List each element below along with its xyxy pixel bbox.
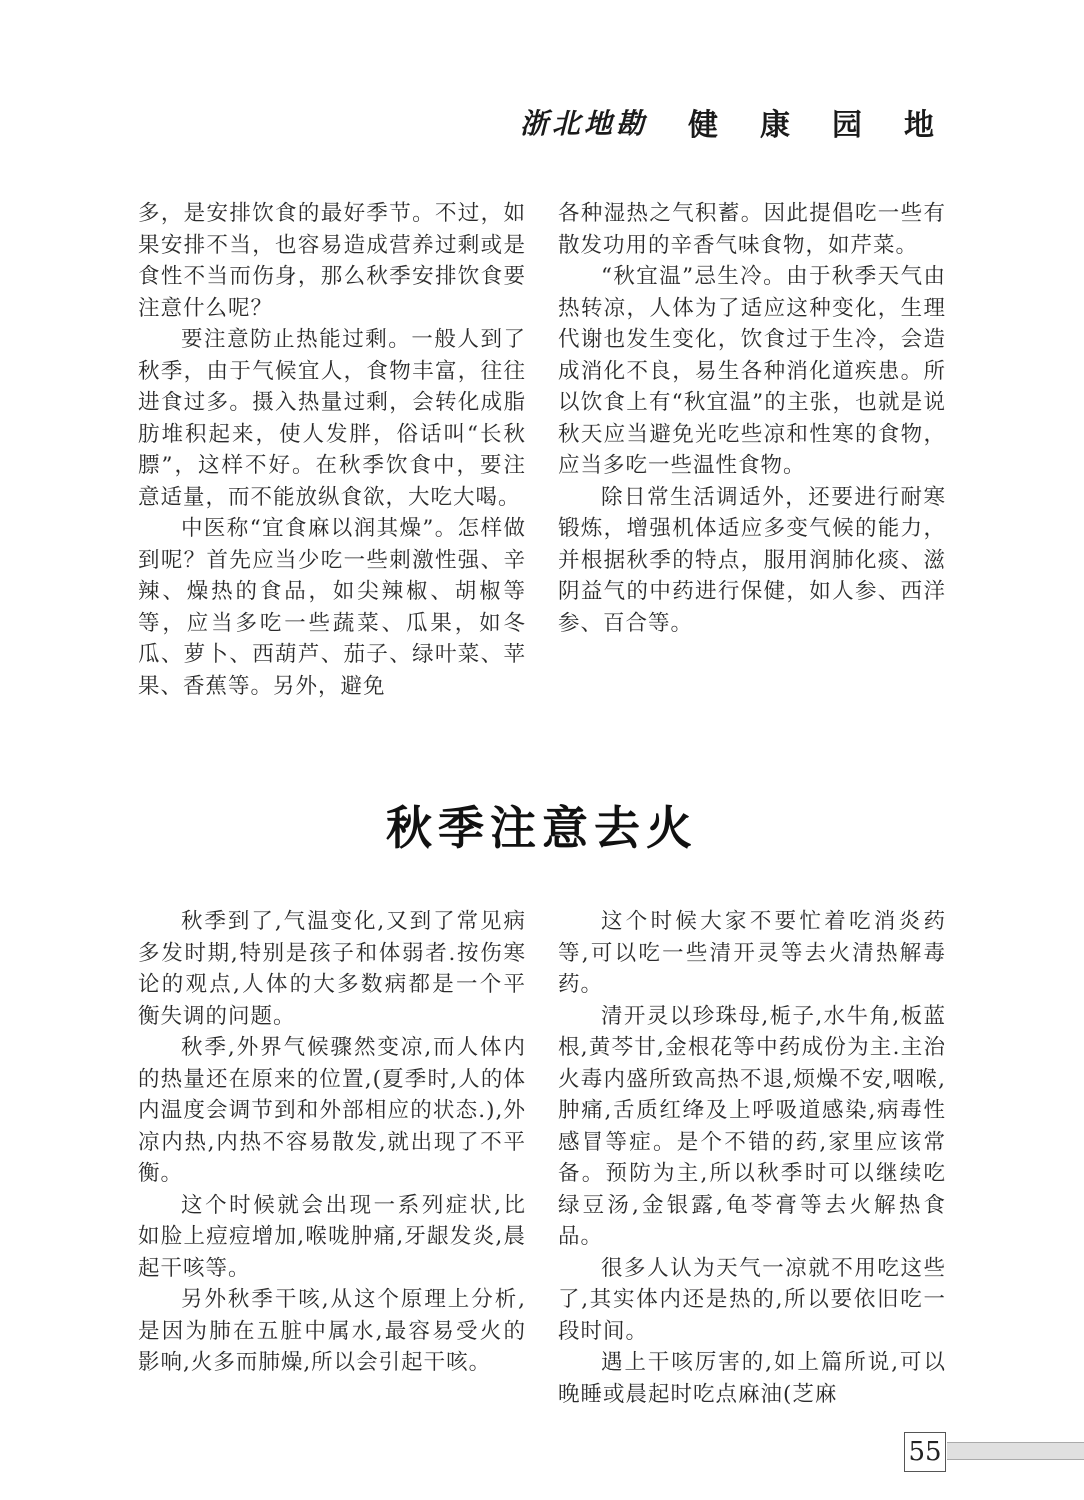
paragraph: 除日常生活调适外，还要进行耐寒锻炼，增强机体适应多变气候的能力，并根据秋季的特点，服用润肺化痰、滋阴益气的中药进行保健，如人参、西洋参、百合等。 <box>558 484 946 636</box>
column-char: 园 <box>832 108 862 143</box>
paragraph: 这个时候大家不要忙着吃消炎药等,可以吃一些清开灵等去火清热解毒药。 <box>558 909 946 997</box>
article1-left-column <box>138 198 526 702</box>
page-number-bar <box>947 1442 1084 1460</box>
paragraph: “秋宜温”忌生冷。由于秋季天气由热转凉，人体为了适应这种变化，生理代谢也发生变化，饮食过于生冷，会造成消化不良，易生各种消化道疾患。所以饮食上有“秋宜温”的主张，也就是说秋天应当避免光吃些凉和性寒的食物，应当多吃一些温性食物。 <box>558 264 946 478</box>
article2-right-column <box>558 906 946 1410</box>
paragraph: 秋季,外界气候骤然变凉,而人体内的热量还在原来的位置,(夏季时,人的体内温度会调节到和外部相应的状态.),外凉内热,内热不容易散发,就出现了不平衡。 <box>138 1035 526 1186</box>
article1-right-column <box>558 198 946 639</box>
paragraph: 很多人认为天气一凉就不用吃这些了,其实体内还是热的,所以要依旧吃一段时间。 <box>558 1255 946 1344</box>
paragraph: 遇上干咳厉害的,如上篇所说,可以晚睡或晨起时吃点麻油(芝麻 <box>558 1350 946 1407</box>
paragraph: 清开灵以珍珠母,栀子,水牛角,板蓝根,黄芩甘,金根花等中药成份为主.主治火毒内盛所致高热不退,烦燥不安,咽喉,肿痛,舌质红绛及上呼吸道感染,病毒性感冒等症。是个不错的药,家里应该常备。预防为主,所以秋季时可以继续吃绿豆汤,金银露,龟苓膏等去火解热食品。 <box>558 1003 946 1249</box>
paragraph: 这个时候就会出现一系列症状,比如脸上痘痘增加,喉咙肿痛,牙龈发炎,晨起干咳等。 <box>138 1192 526 1281</box>
column-char: 地 <box>904 108 934 143</box>
article-title: 秋季注意去火 <box>386 801 698 855</box>
paragraph: 多，是安排饮食的最好季节。不过，如果安排不当，也容易造成营养过剩或是食性不当而伤身，那么秋季安排饮食要注意什么呢？ <box>138 201 526 321</box>
page-number <box>904 1432 946 1472</box>
paragraph: 秋季到了,气温变化,又到了常见病多发时期,特别是孩子和体弱者.按伤寒论的观点,人体的大多数病都是一个平衡失调的问题。 <box>138 909 526 1029</box>
page-number-text: 55 <box>908 1437 942 1467</box>
page-header <box>520 100 934 144</box>
paragraph: 另外秋季干咳,从这个原理上分析,是因为肺在五脏中属水,最容易受火的影响,火多而肺燥,所以会引起干咳。 <box>138 1287 526 1375</box>
column-char: 康 <box>760 108 790 143</box>
column-char: 健 <box>688 108 718 143</box>
column-name <box>688 100 934 144</box>
paragraph: 各种湿热之气积蓄。因此提倡吃一些有散发功用的辛香气味食物，如芹菜。 <box>558 201 946 258</box>
magazine-name: 浙北地勘 <box>519 107 648 140</box>
article2-left-column <box>138 906 526 1379</box>
paragraph: 要注意防止热能过剩。一般人到了秋季，由于气候宜人，食物丰富，往往进食过多。摄入热量过剩，会转化成脂肪堆积起来，使人发胖，俗话叫“长秋膘”，这样不好。在秋季饮食中，要注意适量，而不能放纵食欲，大吃大喝。 <box>138 327 526 510</box>
paragraph: 中医称“宜食麻以润其燥”。怎样做到呢？首先应当少吃一些刺激性强、辛辣、燥热的食品，如尖辣椒、胡椒等等，应当多吃一些蔬菜、瓜果，如冬瓜、萝卜、西葫芦、茄子、绿叶菜、苹果、香蕉等。另外，避免 <box>138 516 526 699</box>
